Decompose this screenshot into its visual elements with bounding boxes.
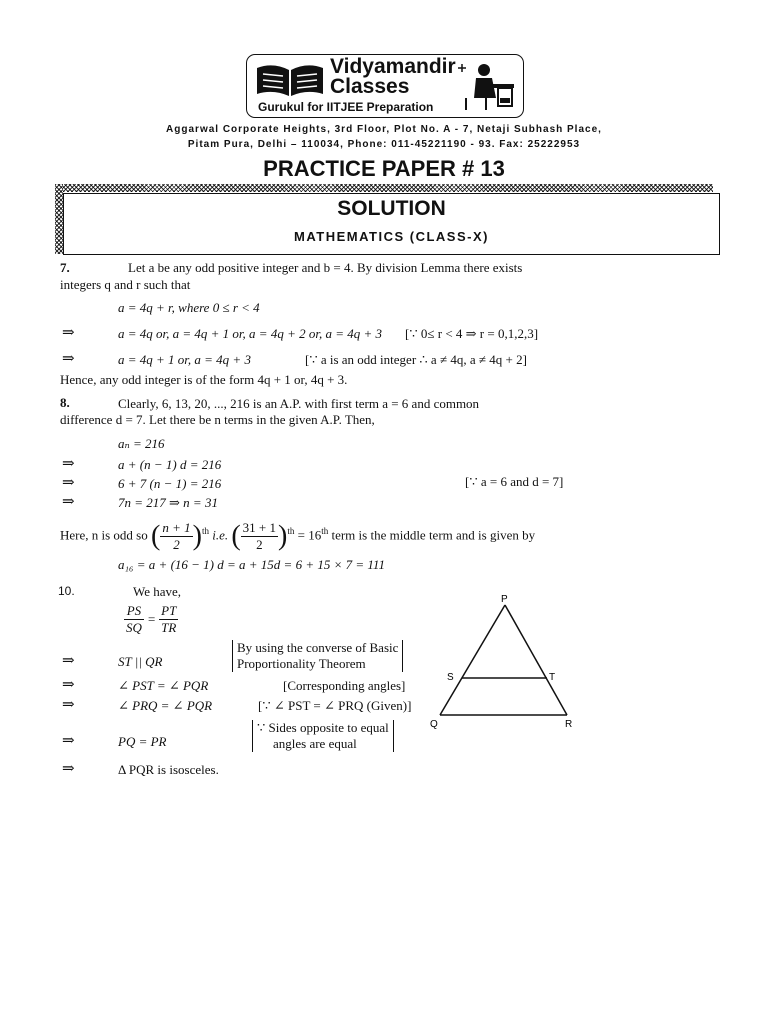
q7-line3: a = 4q + r, where 0 ≤ r < 4 [118, 300, 260, 315]
implies-icon: ⇒ [62, 761, 75, 777]
q10-line6: PQ = PR [118, 734, 167, 749]
q10-line4: ∠ PST = ∠ PQR [118, 678, 209, 693]
paper-title: PRACTICE PAPER # 13 [263, 156, 505, 181]
subject-title: MATHEMATICS (CLASS-X) [294, 229, 489, 244]
triangle-pqr-figure [425, 590, 585, 740]
implies-icon: ⇒ [62, 733, 75, 749]
q10-line5-reason: [∵ ∠ PST = ∠ PRQ (Given)] [258, 698, 412, 713]
q8-number: 8. [60, 395, 70, 410]
address-line-2: Pitam Pura, Delhi – 110034, Phone: 011-45221190 - 93. Fax: 25222953 [187, 139, 581, 150]
q8-line7: Here, n is odd so ( $\frac{n + 1}{2}$ )$^{th}$ i.e. ( $\frac{31 + 1}{2}$ )$^{th}$ = 16th term is the middle term and is given by [60, 520, 536, 552]
q8-line8: a₁₆ = a + (16 − 1) d = a + 15d = 6 + 15 × 7 = 111 [118, 557, 385, 572]
q8-line7-pre: Here, n is odd so [60, 527, 148, 543]
address-line-1: Aggarwal Corporate Heights, 3rd Floor, Plot No. A - 7, Netaji Subhash Place, [166, 124, 602, 135]
book-logo-icon [255, 62, 325, 103]
q8-frac1: $\frac{n + 1}{2}$ [162, 520, 191, 552]
q8-line5-reason: [∵ a = 6 and d = 7] [465, 474, 564, 489]
q8-line2: difference d = 7. Let there be n terms in the given A.P. Then, [60, 412, 375, 427]
q7-line4: a = 4q or, a = 4q + 1 or, a = 4q + 2 or, a = 4q + 3 [118, 326, 383, 341]
label-p: P [501, 594, 508, 605]
q10-line1: We have, [133, 584, 182, 599]
logo-name: Vidyamandir Classes [330, 55, 456, 98]
hatch-border-left [55, 184, 63, 254]
q10-number: 10. [58, 584, 75, 598]
q7-line1: Let a be any odd positive integer and b = 4. By division Lemma there exists [128, 260, 523, 275]
logo-tagline: Gurukul for IITJEE Preparation [258, 100, 434, 114]
q10-line6-reason: ∵ Sides opposite to equal angles are equal [252, 720, 394, 752]
q10-line4-reason: [Corresponding angles] [283, 678, 406, 693]
student-at-desk-icon [456, 58, 518, 119]
label-q: Q [430, 719, 438, 730]
implies-icon: ⇒ [62, 456, 75, 472]
q10-line2: $\frac{PS}{SQ}$ = $\frac{PT}{TR}$ [126, 603, 177, 635]
implies-icon: ⇒ [62, 653, 75, 669]
label-s: S [447, 672, 454, 683]
implies-icon: ⇒ [62, 475, 75, 491]
q8-line4: a + (n − 1) d = 216 [118, 457, 222, 472]
q8-line6: 7n = 217 ⇒ n = 31 [118, 495, 218, 510]
q8-frac2: $\frac{31 + 1}{2}$ [242, 520, 277, 552]
q8-line5: 6 + 7 (n − 1) = 216 [118, 476, 222, 491]
q7-line4-reason: [∵ 0≤ r < 4 ⇒ r = 0,1,2,3] [405, 326, 539, 341]
q7-number: 7. [60, 260, 70, 275]
implies-icon: ⇒ [62, 697, 75, 713]
implies-icon: ⇒ [62, 677, 75, 693]
label-t: T [549, 672, 556, 683]
q8-line1: Clearly, 6, 13, 20, ..., 216 is an A.P. with first term a = 6 and common [118, 396, 480, 411]
label-r: R [565, 719, 573, 730]
q10-line5: ∠ PRQ = ∠ PQR [118, 698, 213, 713]
q10-line7: Δ PQR is isosceles. [118, 762, 219, 777]
q7-line5-reason: [∵ a is an odd integer ∴ a ≠ 4q, a ≠ 4q + 2] [305, 352, 527, 367]
q10-line3: ST || QR [118, 654, 163, 669]
solution-title: SOLUTION [337, 197, 446, 220]
side-pr [505, 605, 567, 715]
implies-icon: ⇒ [62, 325, 75, 341]
q10-line3-reason: By using the converse of Basic Proportionality Theorem [232, 640, 403, 672]
implies-icon: ⇒ [62, 351, 75, 367]
implies-icon: ⇒ [62, 494, 75, 510]
q7-line6: Hence, any odd integer is of the form 4q + 1 or, 4q + 3. [60, 372, 348, 387]
q7-line5: a = 4q + 1 or, a = 4q + 3 [118, 352, 251, 367]
side-pq [440, 605, 505, 715]
hatch-border-top [55, 184, 713, 192]
q7-line2: integers q and r such that [60, 277, 191, 292]
q8-line3: aₙ = 216 [118, 436, 165, 451]
